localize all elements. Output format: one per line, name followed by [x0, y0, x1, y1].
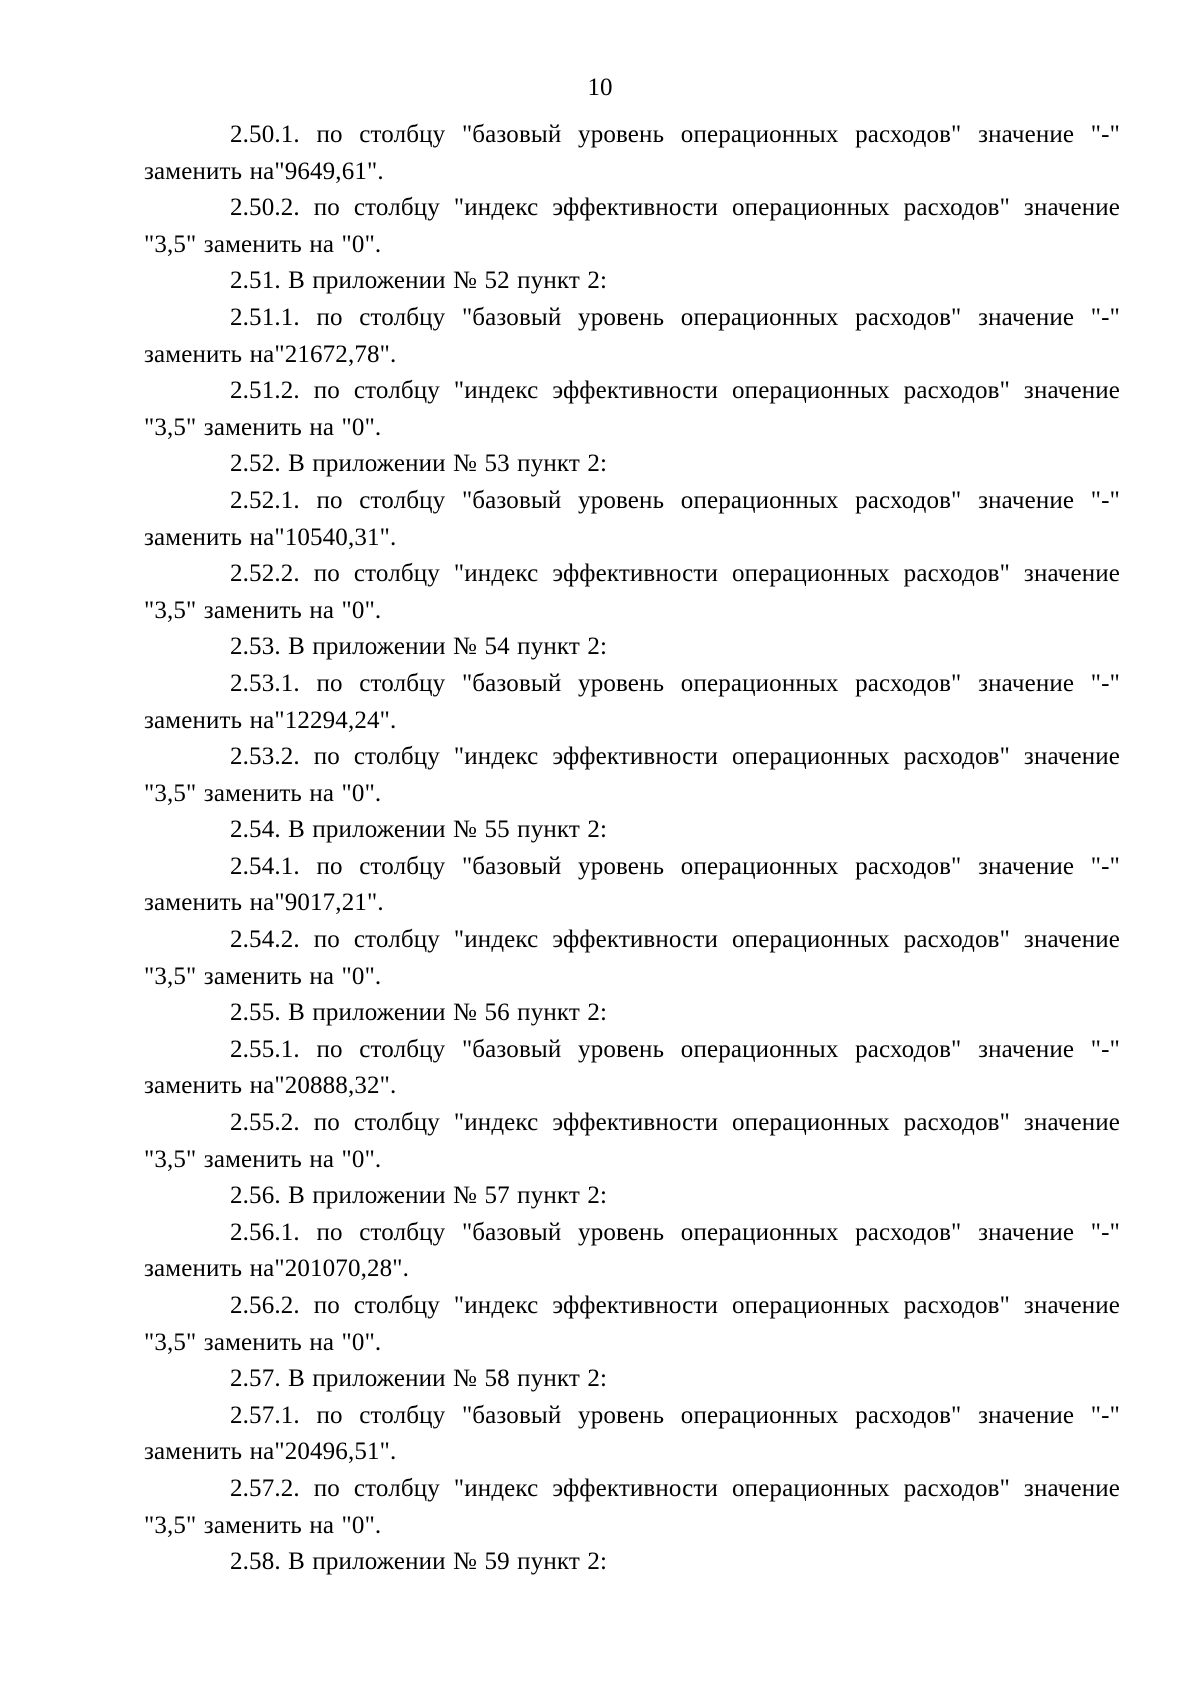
paragraph-2-55: 2.55. В приложении № 56 пункт 2: [230, 999, 608, 1027]
paragraph-2-55-1: 2.55.1. по столбцу "базовый уровень операционных расходов" значение "-" заменить на"20888,32". [144, 1035, 1120, 1100]
paragraph-2-56: 2.56. В приложении № 57 пункт 2: [230, 1182, 608, 1210]
paragraph-2-56-1: 2.56.1. по столбцу "базовый уровень операционных расходов" значение "-" заменить на"201070,28". [144, 1218, 1120, 1283]
paragraph-2-52-2: 2.52.2. по столбцу "индекс эффективности операционных расходов" значение "3,5" заменить на "0". [144, 560, 1120, 624]
paragraph-2-56-2: 2.56.2. по столбцу "индекс эффективности операционных расходов" значение "3,5" заменить на "0". [144, 1292, 1120, 1356]
paragraph-2-51: 2.51. В приложении № 52 пункт 2: [230, 267, 608, 295]
paragraph-2-57: 2.57. В приложении № 58 пункт 2: [230, 1365, 608, 1393]
paragraph-2-54-1: 2.54.1. по столбцу "базовый уровень операционных расходов" значение "-" заменить на"9017,21". [144, 852, 1120, 917]
page-number: 10 [587, 74, 613, 101]
paragraph-2-57-1: 2.57.1. по столбцу "базовый уровень операционных расходов" значение "-" заменить на"20496,51". [144, 1401, 1120, 1466]
paragraph-2-53-2: 2.53.2. по столбцу "индекс эффективности операционных расходов" значение "3,5" заменить на "0". [144, 743, 1120, 807]
paragraph-2-54-2: 2.54.2. по столбцу "индекс эффективности операционных расходов" значение "3,5" заменить на "0". [144, 926, 1120, 990]
paragraph-2-51-2: 2.51.2. по столбцу "индекс эффективности операционных расходов" значение "3,5" заменить на "0". [144, 377, 1120, 441]
paragraph-2-55-2: 2.55.2. по столбцу "индекс эффективности операционных расходов" значение "3,5" заменить на "0". [144, 1109, 1120, 1173]
paragraph-2-51-1: 2.51.1. по столбцу "базовый уровень операционных расходов" значение "-" заменить на"21672,78". [144, 303, 1120, 368]
paragraph-2-50-2: 2.50.2. по столбцу "индекс эффективности операционных расходов" значение "3,5" заменить на "0". [144, 194, 1120, 258]
paragraph-2-57-2: 2.57.2. по столбцу "индекс эффективности операционных расходов" значение "3,5" заменить на "0". [144, 1474, 1120, 1539]
document-body [144, 117, 1120, 1581]
paragraph-2-52-1: 2.52.1. по столбцу "базовый уровень операционных расходов" значение "-" заменить на"10540,31". [144, 486, 1120, 551]
paragraph-2-52: 2.52. В приложении № 53 пункт 2: [230, 450, 608, 478]
paragraph-2-50-1: 2.50.1. по столбцу "базовый уровень операционных расходов" значение "-" заменить на"9649,61". [144, 121, 1120, 185]
paragraph-2-53-1: 2.53.1. по столбцу "базовый уровень операционных расходов" значение "-" заменить на"12294,24". [144, 669, 1120, 734]
paragraph-2-53: 2.53. В приложении № 54 пункт 2: [230, 633, 608, 661]
paragraph-2-58: 2.58. В приложении № 59 пункт 2: [230, 1548, 608, 1576]
paragraph-2-54: 2.54. В приложении № 55 пункт 2: [230, 816, 608, 844]
